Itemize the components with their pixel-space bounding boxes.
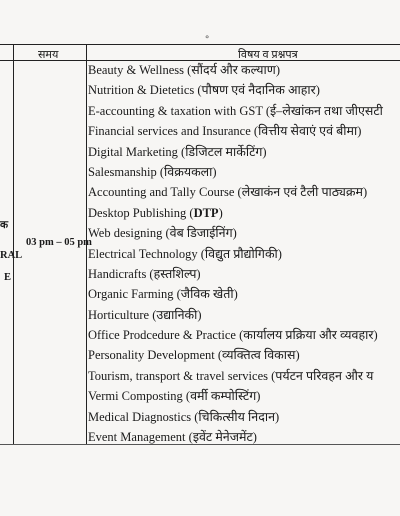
list-item: Beauty & Wellness (सौंदर्य और कल्याण) [88, 63, 280, 77]
list-item: Nutrition & Dietetics (पौषण एवं नैदानिक आहार) [88, 83, 320, 98]
list-item: Organic Farming (जैविक खेती) [88, 287, 238, 302]
left-edge-fragment: क [0, 220, 9, 231]
list-item: Accounting and Tally Course (लेखाकंन एवं टैली पाठ्यक्रम) [88, 185, 368, 200]
list-item: Digital Marketing (डिजिटल मार्केटिंग) [88, 144, 267, 159]
list-item: Financial services and Insurance (वित्तीय सेवाएं एवं बीमा) [88, 124, 362, 139]
list-item: Tourism, transport & travel services (पर्यटन परिवहन और य [88, 368, 374, 383]
left-edge-fragment: RAL [0, 250, 23, 261]
list-item: Salesmanship (विक्रयकला) [88, 164, 217, 179]
list-item: Vermi Composting (वर्मी कम्पोस्टिंग) [88, 389, 261, 404]
left-edge-fragment: E [4, 272, 12, 283]
list-item-text: Desktop Publishing ( [88, 205, 194, 220]
list-item: Web designing (वेब डिजाईनिंग) [88, 226, 237, 241]
list-item: Event Management (इवेंट मेनेजमेंट) [88, 430, 257, 445]
list-item: Medical Diagnostics (चिकित्सीय निदान) [88, 409, 280, 424]
list-item-text: ) [218, 205, 223, 220]
list-item: Personality Development (व्यक्तित्व विकास) [88, 348, 300, 363]
subject-list [88, 60, 400, 447]
list-item-bold-text: DTP [193, 205, 219, 220]
list-item: Handicrafts (हस्तशिल्प) [88, 266, 201, 281]
subject-column-header: विषय व प्रश्नपत्र [238, 49, 298, 61]
list-item: Horticulture (उद्यानिकी) [88, 307, 202, 322]
list-item: Electrical Technology (विद्युत प्रौद्योगिकी) [88, 246, 282, 261]
list-item: Office Prodcedure & Practice (कार्यालय प्रक्रिया और व्यवहार) [88, 328, 378, 343]
time-slot: 03 pm – 05 pm [26, 237, 92, 248]
table-top-rule [0, 44, 400, 45]
list-item: E-accounting & taxation with GST (ई–लेखांकन तथा जीएसटी [88, 103, 383, 118]
column-divider-left [13, 44, 14, 444]
top-mark: ॰ [205, 33, 210, 44]
list-item [88, 203, 400, 223]
time-column-header: समय [38, 49, 59, 61]
